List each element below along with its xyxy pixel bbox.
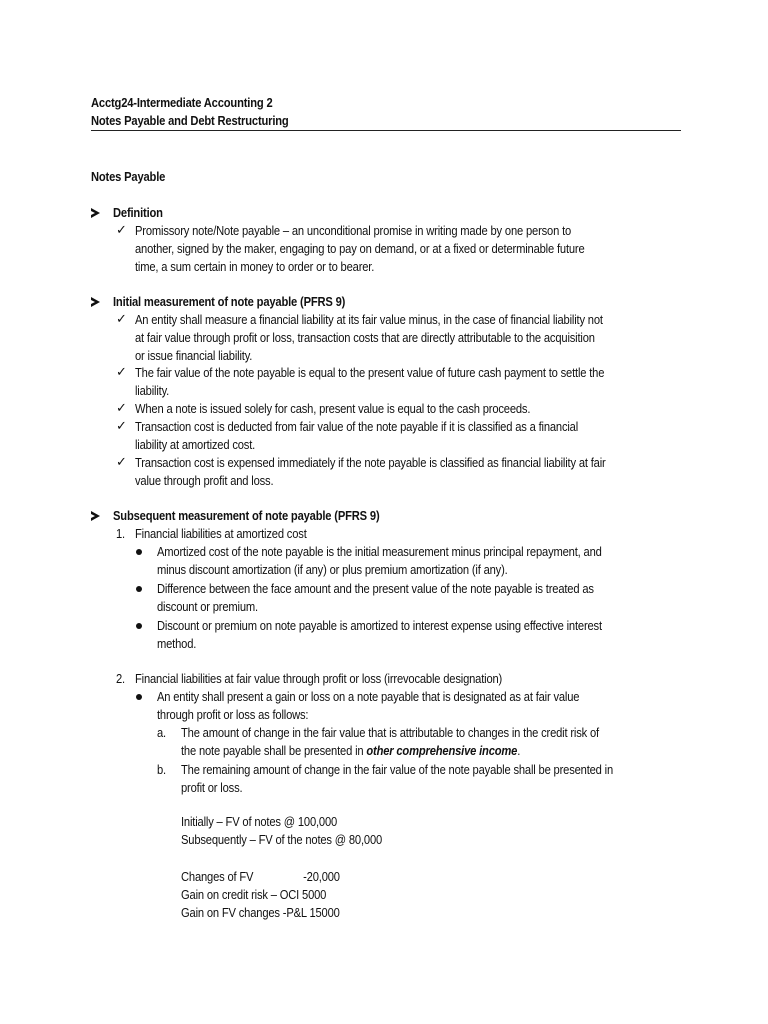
checkmark-icon: ✓ xyxy=(116,365,127,380)
subsection-title: Financial liabilities at fair value through profit or loss (irrevocable designation) xyxy=(135,671,503,686)
initial-line: Transaction cost is expensed immediately if the note payable is classified as financial liability at fair xyxy=(135,455,606,470)
item-b-line: The remaining amount of change in the fair value of the note payable shall be presented in xyxy=(181,762,614,777)
definition-line: Promissory note/Note payable – an unconditional promise in writing made by one person to xyxy=(135,223,572,238)
bullet-line: Amortized cost of the note payable is the initial measurement minus principal repayment, and xyxy=(157,544,602,559)
bullet-dot xyxy=(136,586,142,592)
subsequent-heading: Subsequent measurement of note payable (PFRS 9) xyxy=(113,508,380,523)
definition-line: time, a sum certain in money to order or to bearer. xyxy=(135,259,375,274)
checkmark-icon: ✓ xyxy=(116,401,127,416)
bullet-line: through profit or loss as follows: xyxy=(157,707,309,722)
bullet-line: Discount or premium on note payable is amortized to interest expense using effective interest xyxy=(157,618,602,633)
item-a-line: The amount of change in the fair value that is attributable to changes in the credit risk of xyxy=(181,725,599,740)
bullet-dot xyxy=(136,549,142,555)
arrow-bullet-icon xyxy=(91,208,100,218)
bullet-dot xyxy=(136,623,142,629)
example-gain-fv: Gain on FV changes -P&L 15000 xyxy=(181,905,340,920)
header-divider xyxy=(91,130,681,131)
initial-line: The fair value of the note payable is equal to the present value of future cash payment to settle the xyxy=(135,365,605,380)
bullet-line: An entity shall present a gain or loss on a note payable that is designated as at fair value xyxy=(157,689,580,704)
item-a-text: . xyxy=(517,743,521,758)
initial-line: or issue financial liability. xyxy=(135,348,253,363)
item-a-line xyxy=(181,742,599,760)
section-title: Notes Payable xyxy=(91,169,166,184)
arrow-bullet-icon xyxy=(91,511,100,521)
initial-line: liability at amortized cost. xyxy=(135,437,256,452)
topic-title: Notes Payable and Debt Restructuring xyxy=(91,113,289,128)
example-results xyxy=(181,868,340,922)
example-gain-credit: Gain on credit risk – OCI 5000 xyxy=(181,887,327,902)
list-number: 2. xyxy=(116,671,125,686)
checkmark-icon: ✓ xyxy=(116,223,127,238)
course-title: Acctg24-Intermediate Accounting 2 xyxy=(91,95,273,110)
example-subsequently: Subsequently – FV of the notes @ 80,000 xyxy=(181,832,383,847)
bullet-dot xyxy=(136,694,142,700)
definition-heading: Definition xyxy=(113,205,163,220)
initial-line: Transaction cost is deducted from fair value of the note payable if it is classified as a financial xyxy=(135,419,579,434)
checkmark-icon: ✓ xyxy=(116,312,127,327)
bullet-line: minus discount amortization (if any) or plus premium amortization (if any). xyxy=(157,562,508,577)
list-letter: b. xyxy=(157,762,166,777)
initial-line: value through profit and loss. xyxy=(135,473,274,488)
checkmark-icon: ✓ xyxy=(116,455,127,470)
item-b-line: profit or loss. xyxy=(181,780,243,795)
emphasis-text: other comprehensive income xyxy=(366,743,518,758)
changes-value: -20,000 xyxy=(303,869,340,884)
item-a-text: the note payable shall be presented in xyxy=(181,743,367,758)
example-block xyxy=(181,813,382,849)
definition-line: another, signed by the maker, engaging to pay on demand, or at a fixed or determinable future xyxy=(135,241,585,256)
bullet-line: discount or premium. xyxy=(157,599,258,614)
example-changes-row xyxy=(181,868,340,886)
example-initially: Initially – FV of notes @ 100,000 xyxy=(181,814,338,829)
changes-label: Changes of FV xyxy=(181,869,254,884)
checkmark-icon: ✓ xyxy=(116,419,127,434)
initial-line: When a note is issued solely for cash, present value is equal to the cash proceeds. xyxy=(135,401,531,416)
subsection-title: Financial liabilities at amortized cost xyxy=(135,526,307,541)
list-number: 1. xyxy=(116,526,125,541)
list-letter: a. xyxy=(157,725,166,740)
bullet-line: Difference between the face amount and the present value of the note payable is treated as xyxy=(157,581,594,596)
initial-heading: Initial measurement of note payable (PFRS 9) xyxy=(113,294,346,309)
initial-line: at fair value through profit or loss, transaction costs that are directly attributable to the acquisition xyxy=(135,330,595,345)
arrow-bullet-icon xyxy=(91,297,100,307)
initial-line: liability. xyxy=(135,383,170,398)
initial-line: An entity shall measure a financial liability at its fair value minus, in the case of financial liability not xyxy=(135,312,603,327)
bullet-line: method. xyxy=(157,636,197,651)
